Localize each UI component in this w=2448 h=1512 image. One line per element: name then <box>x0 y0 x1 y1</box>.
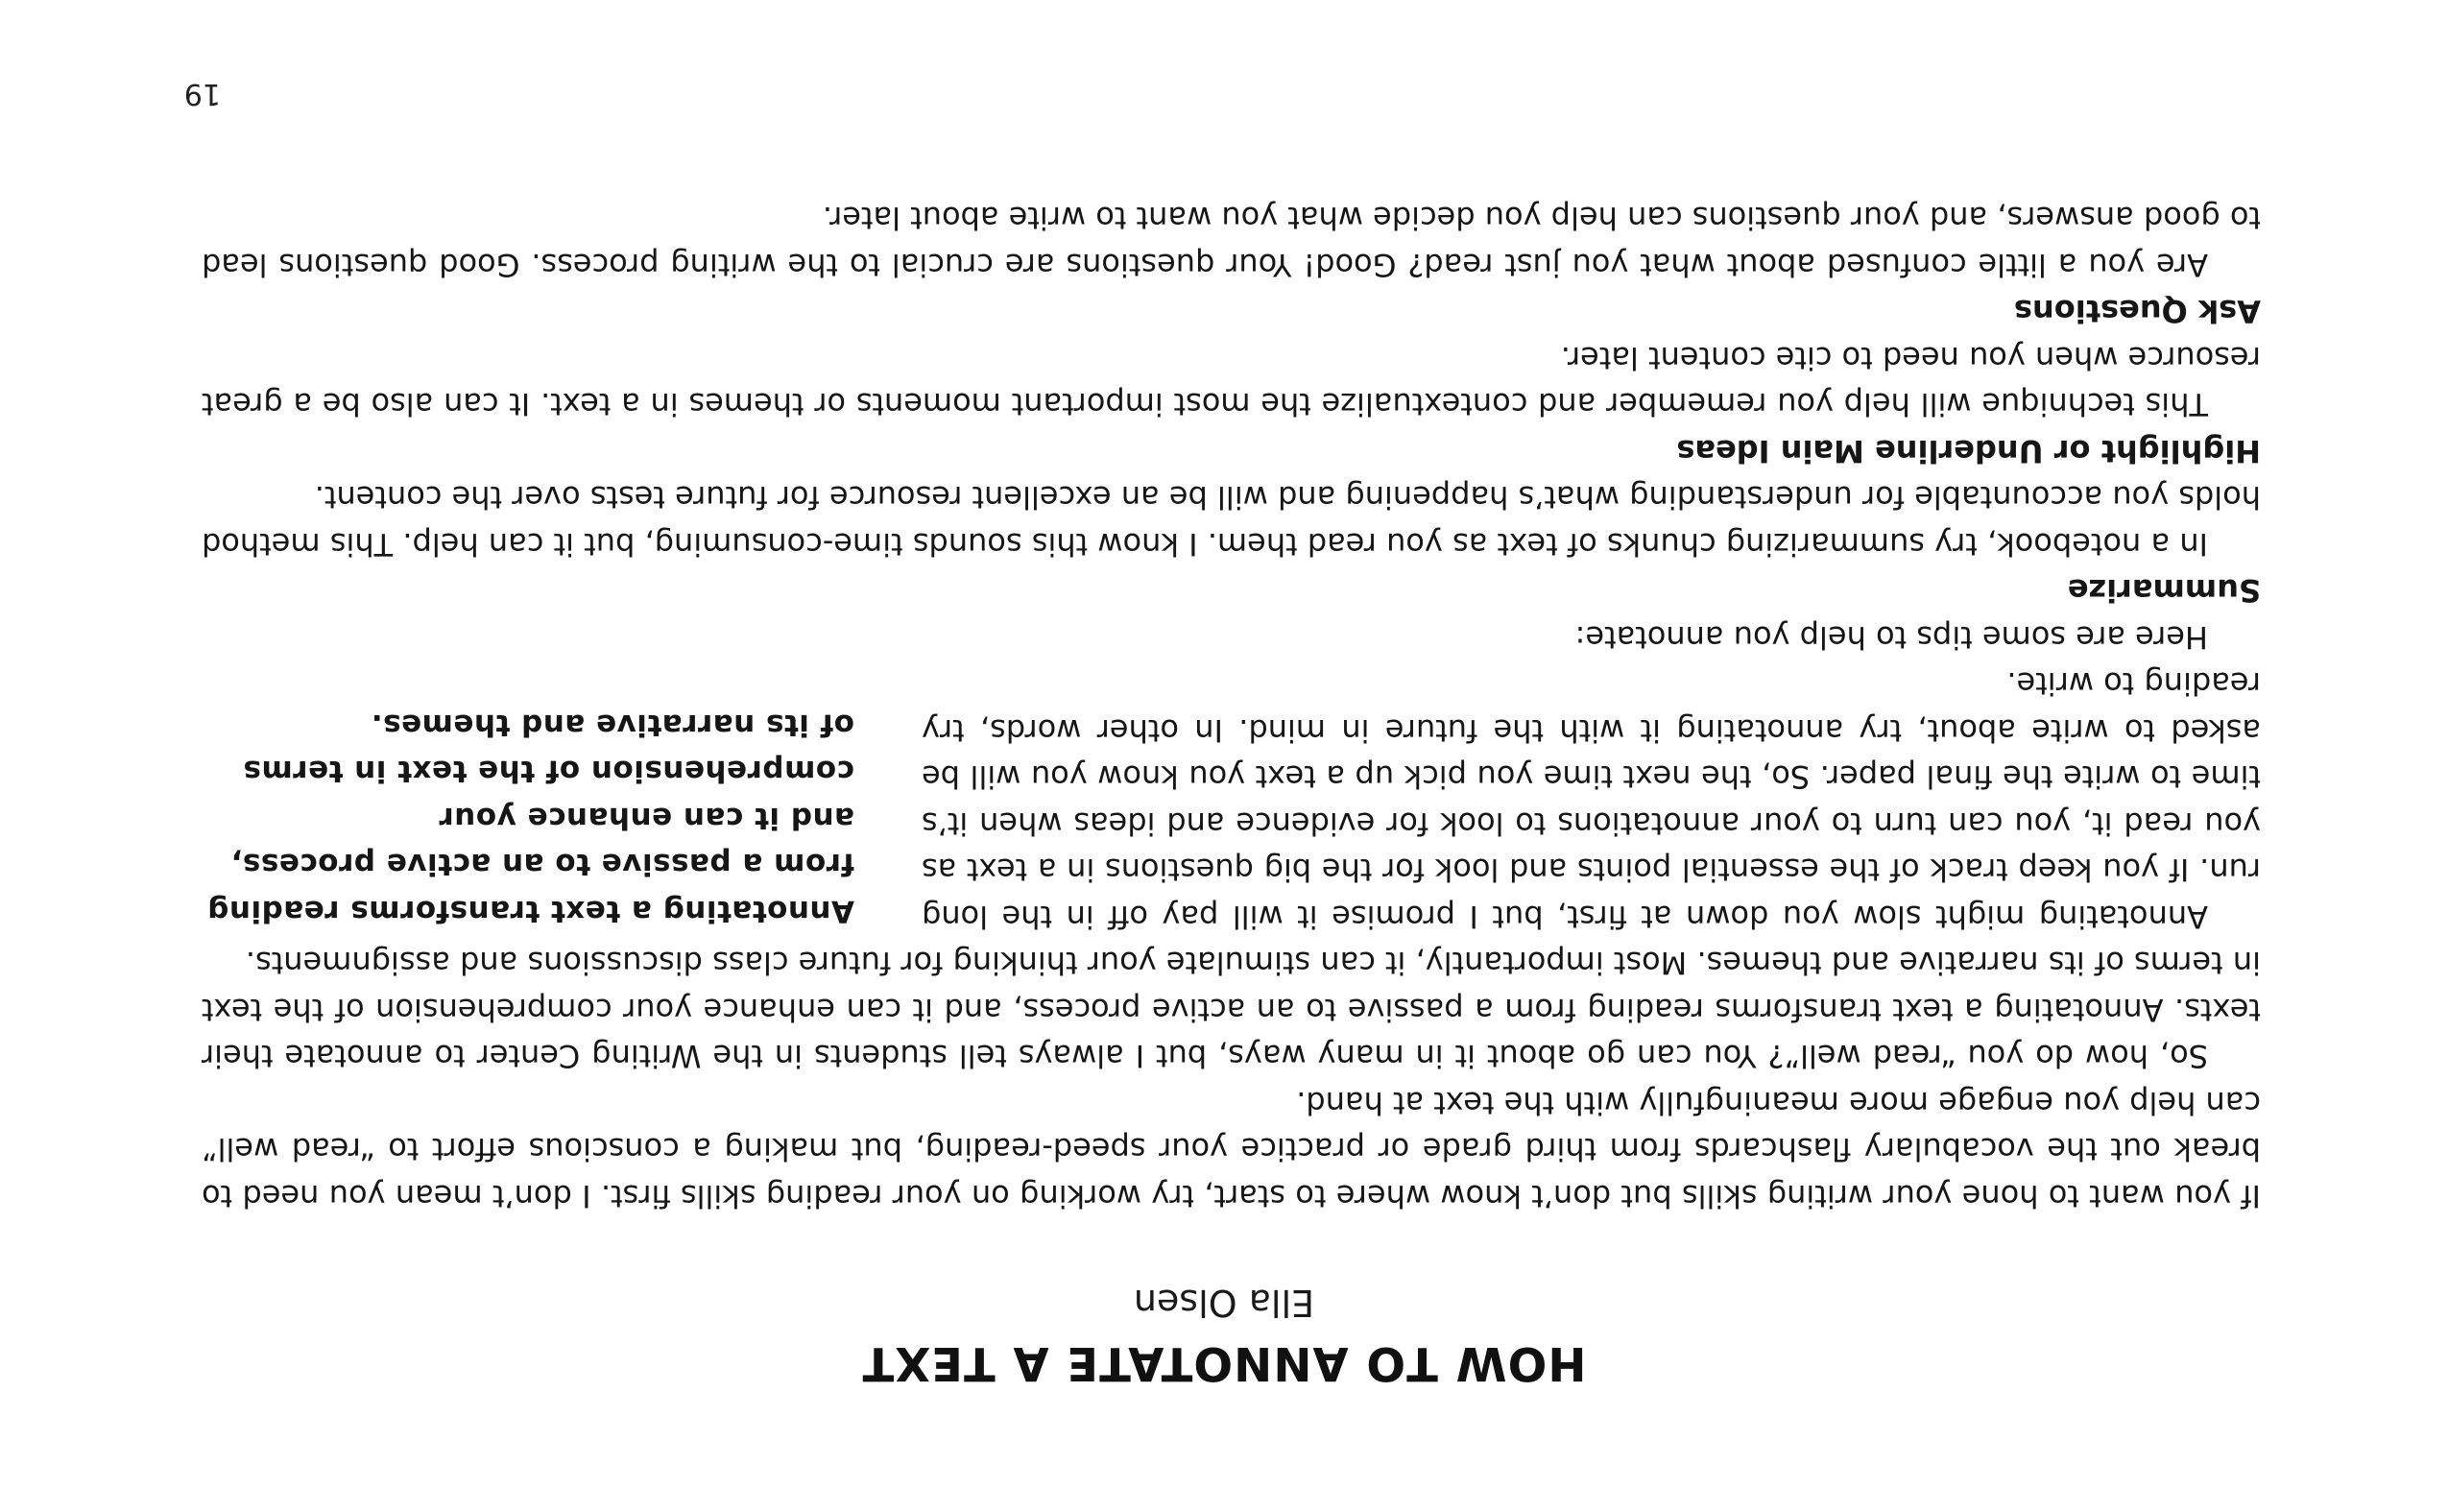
article-body <box>202 195 2261 1219</box>
section-body-questions: Are you a little confused about what you just read? Good! Your questions are crucial to the writing process. Good questions lead to good answers, and your questions can help you decide what you want to write about later. <box>202 200 2261 283</box>
page-number: 19 <box>183 77 221 110</box>
intro-paragraph: If you want to hone your writing skills but don’t know where to start, try working on your reading skills first. I don’t mean you need to break out the vocabulary flashcards from third grade or practice your speed-reading, but making a conscious effort to “read well” can help you engage more meaningfully with the text at hand. <box>202 1085 2261 1214</box>
section-body-highlight: This technique will help you remember and contextualize the most important moments or themes in a text. It can also be a great resource when you need to cite content later. <box>202 340 2261 423</box>
author-name: Ella Olsen <box>1133 1282 1315 1324</box>
pull-quote: Annotating a text transforms reading from a passive to an active process, and it can enhance your comprehension of the text in terms of its narrative and themes. <box>206 708 854 928</box>
annotating-paragraph: Annotating might slow you down at first, but I promise it will pay off in the long run. If you keep track of the essential points and look for the big questions in a text as you read it, you can turn to your annotations to look for evidence and ideas when it’s time to write the final paper. So, the next time you pick up a text you know you will be asked to write about, try annotating it with the future in mind. In other words, try reading to write. <box>922 665 2261 935</box>
document-title: HOW TO ANNOTATE A TEXT <box>861 1336 1587 1390</box>
section-body-summarize: In a notebook, try summarizing chunks of text as you read them. I know this sounds time-consuming, but it can help. This method holds you accountable for understanding what’s happening and will be an excellent resource for future tests over the content. <box>202 479 2261 563</box>
section-heading-summarize: Summarize <box>2067 572 2261 610</box>
tips-intro: Here are some tips to help you annotate: <box>1574 619 2208 656</box>
section-heading-questions: Ask Questions <box>2013 293 2261 330</box>
section-heading-highlight: Highlight or Underline Main Ideas <box>1676 433 2261 469</box>
read-well-paragraph: So, how do you “read well”? You can go about it in many ways, but I always tell students in the Writing Center to annotate their texts. Annotating a text transforms reading from a passive to an active process, and it can enhance your comprehension of the text in terms of its narrative and themes. Most importantly, it can stimulate your thinking for future class discussions and assignments. <box>202 945 2261 1075</box>
